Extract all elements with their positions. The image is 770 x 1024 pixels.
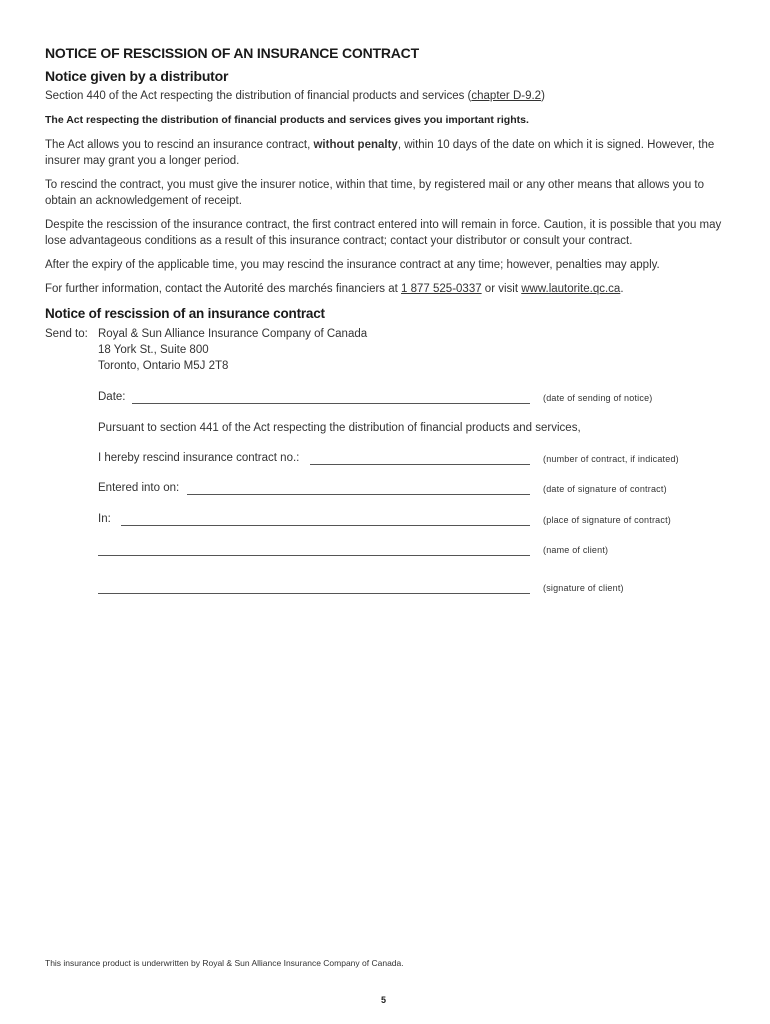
form-heading: Notice of rescission of an insurance contract [45,306,325,321]
client-name-hint: (name of client) [543,545,609,555]
entered-into-field[interactable] [187,494,530,495]
section-reference-close: ) [541,90,545,102]
client-name-field[interactable] [98,555,530,556]
paragraph-further-info [45,281,735,297]
paragraph-expiry: After the expiry of the applicable time, you may rescind the insurance contract at any time; however, penalties may apply. [45,259,660,271]
paragraph-text: , within 10 days of the date on which it is signed. However, the insurer may grant you a longer period. [45,139,715,167]
date-field[interactable] [132,403,530,404]
phone-link[interactable]: 1 877 525-0337 [401,283,482,295]
paragraph-allows-rescind [45,137,735,169]
rights-statement: The Act respecting the distribution of financial products and services gives you important rights. [45,114,529,126]
address-line-1: Royal & Sun Alliance Insurance Company of Canada [98,328,368,340]
place-hint: (place of signature of contract) [543,515,671,525]
entered-into-hint: (date of signature of contract) [543,484,667,494]
place-label: In: [98,513,111,525]
address-line-3: Toronto, Ontario M5J 2T8 [98,360,229,372]
paragraph-caution: Despite the rescission of the insurance contract, the first contract entered into will remain in force. Caution, it is possible that you may lose advantageous conditions as a result of this insurance contract; contact your distributor or consult your contract. [45,219,722,247]
paragraph-text: The Act allows you to rescind an insurance contract, [45,139,314,151]
date-hint: (date of sending of notice) [543,393,653,403]
document-title: NOTICE OF RESCISSION OF AN INSURANCE CONTRACT [45,45,419,61]
address-line-2: 18 York St., Suite 800 [98,344,209,356]
chapter-link[interactable]: chapter D-9.2 [471,90,542,102]
place-field[interactable] [121,525,530,526]
contract-number-field[interactable] [310,464,530,465]
entered-into-label: Entered into on: [98,482,180,494]
section-reference-text: Section 440 of the Act respecting the distribution of financial products and services ( [45,90,472,102]
underwriter-footer: This insurance product is underwritten by Royal & Sun Alliance Insurance Company of Canada. [45,958,404,968]
paragraph-text: . [620,283,624,295]
send-to-label: Send to: [45,328,88,340]
paragraph-how-to-rescind: To rescind the contract, you must give the insurer notice, within that time, by registered mail or any other means that allows you to obtain an acknowledgement of receipt. [45,179,705,207]
contract-number-hint: (number of contract, if indicated) [543,454,679,464]
client-signature-field[interactable] [98,593,530,594]
pursuant-text: Pursuant to section 441 of the Act respecting the distribution of financial products and services, [98,422,581,434]
section-reference [45,90,545,102]
page-number: 5 [381,995,387,1005]
without-penalty-emphasis: without penalty [313,139,398,151]
website-link[interactable]: www.lautorite.qc.ca [521,283,621,295]
document-subtitle: Notice given by a distributor [45,68,229,84]
contract-number-label: I hereby rescind insurance contract no.: [98,452,300,464]
client-signature-hint: (signature of client) [543,583,624,593]
date-label: Date: [98,391,126,403]
paragraph-text: or visit [481,283,522,295]
paragraph-text: For further information, contact the Autorité des marchés financiers at [45,283,402,295]
